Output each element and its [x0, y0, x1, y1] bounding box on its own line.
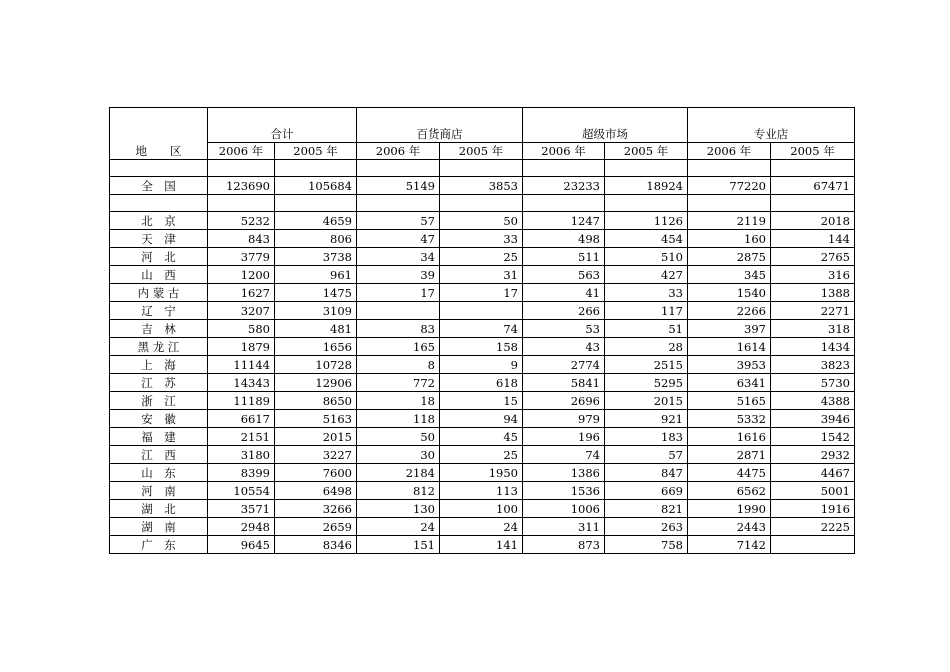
value-cell: 806	[275, 230, 357, 248]
value-cell: 10554	[208, 482, 275, 500]
value-cell: 5163	[275, 410, 357, 428]
value-cell: 5841	[523, 374, 605, 392]
value-cell: 1542	[771, 428, 855, 446]
value-cell: 3779	[208, 248, 275, 266]
value-cell: 6498	[275, 482, 357, 500]
value-cell: 6341	[688, 374, 771, 392]
empty-cell	[523, 160, 605, 177]
value-cell: 43	[523, 338, 605, 356]
value-cell: 141	[440, 536, 523, 554]
value-cell: 53	[523, 320, 605, 338]
table-row	[110, 230, 855, 248]
region-name: 福 建	[110, 428, 208, 446]
value-cell: 23233	[523, 177, 605, 195]
region-name: 湖 北	[110, 500, 208, 518]
value-cell: 130	[357, 500, 440, 518]
value-cell: 51	[605, 320, 688, 338]
region-name: 天 津	[110, 230, 208, 248]
value-cell: 3738	[275, 248, 357, 266]
value-cell: 8399	[208, 464, 275, 482]
value-cell: 961	[275, 266, 357, 284]
group-header-department-store: 百货商店	[357, 108, 523, 143]
empty-cell	[110, 195, 208, 212]
value-cell: 151	[357, 536, 440, 554]
value-cell: 427	[605, 266, 688, 284]
value-cell: 1388	[771, 284, 855, 302]
value-cell: 17	[440, 284, 523, 302]
value-cell	[771, 536, 855, 554]
value-cell: 77220	[688, 177, 771, 195]
value-cell: 196	[523, 428, 605, 446]
value-cell: 57	[605, 446, 688, 464]
table-row	[110, 482, 855, 500]
value-cell: 18924	[605, 177, 688, 195]
empty-cell	[110, 160, 208, 177]
value-cell: 1656	[275, 338, 357, 356]
value-cell: 1386	[523, 464, 605, 482]
region-name: 黑 龙 江	[110, 338, 208, 356]
value-cell: 1200	[208, 266, 275, 284]
table-row	[110, 302, 855, 320]
value-cell: 2765	[771, 248, 855, 266]
value-cell: 24	[357, 518, 440, 536]
year-header: 2006 年	[688, 143, 771, 160]
value-cell: 1916	[771, 500, 855, 518]
value-cell: 318	[771, 320, 855, 338]
value-cell: 5295	[605, 374, 688, 392]
group-header-total: 合计	[208, 108, 357, 143]
table-row	[110, 464, 855, 482]
region-name: 江 西	[110, 446, 208, 464]
value-cell: 263	[605, 518, 688, 536]
table-row	[110, 410, 855, 428]
value-cell: 4467	[771, 464, 855, 482]
value-cell: 8346	[275, 536, 357, 554]
empty-cell	[605, 195, 688, 212]
table-row	[110, 284, 855, 302]
value-cell: 50	[357, 428, 440, 446]
region-name: 广 东	[110, 536, 208, 554]
value-cell: 160	[688, 230, 771, 248]
value-cell: 2774	[523, 356, 605, 374]
value-cell: 30	[357, 446, 440, 464]
empty-cell	[208, 195, 275, 212]
empty-cell	[605, 160, 688, 177]
empty-cell	[688, 195, 771, 212]
value-cell: 7600	[275, 464, 357, 482]
value-cell: 34	[357, 248, 440, 266]
table-row	[110, 212, 855, 230]
value-cell: 3227	[275, 446, 357, 464]
value-cell: 12906	[275, 374, 357, 392]
value-cell: 158	[440, 338, 523, 356]
value-cell: 563	[523, 266, 605, 284]
value-cell: 812	[357, 482, 440, 500]
empty-cell	[208, 160, 275, 177]
value-cell: 113	[440, 482, 523, 500]
region-name: 山 东	[110, 464, 208, 482]
value-cell: 6617	[208, 410, 275, 428]
empty-cell	[771, 160, 855, 177]
value-cell: 28	[605, 338, 688, 356]
year-header: 2006 年	[357, 143, 440, 160]
value-cell: 67471	[771, 177, 855, 195]
value-cell: 2515	[605, 356, 688, 374]
region-name: 吉 林	[110, 320, 208, 338]
national-total-row	[110, 177, 855, 195]
region-name: 全 国	[110, 177, 208, 195]
value-cell: 511	[523, 248, 605, 266]
value-cell: 7142	[688, 536, 771, 554]
value-cell: 47	[357, 230, 440, 248]
value-cell: 5730	[771, 374, 855, 392]
region-name: 内 蒙 古	[110, 284, 208, 302]
value-cell: 618	[440, 374, 523, 392]
empty-cell	[275, 160, 357, 177]
spacer-row	[110, 160, 855, 177]
value-cell: 2443	[688, 518, 771, 536]
empty-cell	[357, 160, 440, 177]
empty-cell	[523, 195, 605, 212]
group-header-specialty-store: 专业店	[688, 108, 855, 143]
value-cell: 11189	[208, 392, 275, 410]
table-row	[110, 392, 855, 410]
value-cell: 2225	[771, 518, 855, 536]
value-cell: 311	[523, 518, 605, 536]
value-cell: 772	[357, 374, 440, 392]
value-cell: 345	[688, 266, 771, 284]
region-name: 湖 南	[110, 518, 208, 536]
table-row	[110, 446, 855, 464]
region-name: 安 徽	[110, 410, 208, 428]
value-cell: 4659	[275, 212, 357, 230]
statistics-sheet	[109, 107, 854, 561]
value-cell: 39	[357, 266, 440, 284]
value-cell: 3266	[275, 500, 357, 518]
value-cell: 5232	[208, 212, 275, 230]
value-cell: 33	[440, 230, 523, 248]
value-cell: 2659	[275, 518, 357, 536]
region-name: 河 北	[110, 248, 208, 266]
region-name: 辽 宁	[110, 302, 208, 320]
value-cell: 3180	[208, 446, 275, 464]
value-cell	[357, 302, 440, 320]
value-cell: 821	[605, 500, 688, 518]
table-row	[110, 536, 855, 554]
table-row	[110, 320, 855, 338]
value-cell: 105684	[275, 177, 357, 195]
value-cell: 8650	[275, 392, 357, 410]
value-cell: 118	[357, 410, 440, 428]
empty-cell	[275, 195, 357, 212]
value-cell: 1126	[605, 212, 688, 230]
value-cell: 1990	[688, 500, 771, 518]
value-cell: 3823	[771, 356, 855, 374]
empty-cell	[440, 160, 523, 177]
value-cell: 183	[605, 428, 688, 446]
value-cell: 3109	[275, 302, 357, 320]
value-cell: 1475	[275, 284, 357, 302]
value-cell: 25	[440, 248, 523, 266]
value-cell: 25	[440, 446, 523, 464]
value-cell: 2015	[605, 392, 688, 410]
value-cell: 4475	[688, 464, 771, 482]
value-cell: 2184	[357, 464, 440, 482]
value-cell: 3946	[771, 410, 855, 428]
table-row	[110, 356, 855, 374]
empty-cell	[357, 195, 440, 212]
value-cell: 481	[275, 320, 357, 338]
value-cell: 2696	[523, 392, 605, 410]
value-cell: 165	[357, 338, 440, 356]
value-cell: 31	[440, 266, 523, 284]
value-cell: 3953	[688, 356, 771, 374]
value-cell: 5149	[357, 177, 440, 195]
region-name: 上 海	[110, 356, 208, 374]
spacer-row	[110, 195, 855, 212]
value-cell	[440, 302, 523, 320]
value-cell: 510	[605, 248, 688, 266]
value-cell: 2018	[771, 212, 855, 230]
region-name: 河 南	[110, 482, 208, 500]
value-cell: 2871	[688, 446, 771, 464]
empty-cell	[440, 195, 523, 212]
value-cell: 144	[771, 230, 855, 248]
value-cell: 5165	[688, 392, 771, 410]
value-cell: 10728	[275, 356, 357, 374]
table-row	[110, 518, 855, 536]
value-cell: 100	[440, 500, 523, 518]
region-name: 山 西	[110, 266, 208, 284]
value-cell: 2266	[688, 302, 771, 320]
table-row	[110, 428, 855, 446]
year-header: 2005 年	[275, 143, 357, 160]
value-cell: 11144	[208, 356, 275, 374]
value-cell: 921	[605, 410, 688, 428]
value-cell: 94	[440, 410, 523, 428]
value-cell: 873	[523, 536, 605, 554]
value-cell: 117	[605, 302, 688, 320]
year-header: 2006 年	[208, 143, 275, 160]
table-row	[110, 374, 855, 392]
value-cell: 74	[440, 320, 523, 338]
value-cell: 669	[605, 482, 688, 500]
value-cell: 2015	[275, 428, 357, 446]
region-name: 江 苏	[110, 374, 208, 392]
region-name: 北 京	[110, 212, 208, 230]
value-cell: 498	[523, 230, 605, 248]
value-cell: 1627	[208, 284, 275, 302]
value-cell: 5001	[771, 482, 855, 500]
value-cell: 266	[523, 302, 605, 320]
value-cell: 2932	[771, 446, 855, 464]
value-cell: 9645	[208, 536, 275, 554]
year-header: 2005 年	[605, 143, 688, 160]
value-cell: 24	[440, 518, 523, 536]
value-cell: 9	[440, 356, 523, 374]
table-row	[110, 266, 855, 284]
value-cell: 2271	[771, 302, 855, 320]
value-cell: 2875	[688, 248, 771, 266]
value-cell: 1434	[771, 338, 855, 356]
value-cell: 57	[357, 212, 440, 230]
value-cell: 5332	[688, 410, 771, 428]
value-cell: 1006	[523, 500, 605, 518]
value-cell: 847	[605, 464, 688, 482]
header-row-groups	[110, 108, 855, 143]
value-cell: 1950	[440, 464, 523, 482]
value-cell: 83	[357, 320, 440, 338]
value-cell: 454	[605, 230, 688, 248]
table-body	[110, 160, 855, 554]
empty-cell	[688, 160, 771, 177]
value-cell: 50	[440, 212, 523, 230]
value-cell: 18	[357, 392, 440, 410]
value-cell: 74	[523, 446, 605, 464]
year-header: 2005 年	[440, 143, 523, 160]
value-cell: 316	[771, 266, 855, 284]
table-row	[110, 248, 855, 266]
value-cell: 1616	[688, 428, 771, 446]
empty-cell	[771, 195, 855, 212]
value-cell: 1536	[523, 482, 605, 500]
value-cell: 2119	[688, 212, 771, 230]
region-name: 浙 江	[110, 392, 208, 410]
value-cell: 6562	[688, 482, 771, 500]
value-cell: 1540	[688, 284, 771, 302]
table-header	[110, 108, 855, 160]
region-column-header: 地 区	[110, 108, 208, 160]
value-cell: 843	[208, 230, 275, 248]
value-cell: 2948	[208, 518, 275, 536]
value-cell: 14343	[208, 374, 275, 392]
value-cell: 17	[357, 284, 440, 302]
region-retail-table	[109, 107, 855, 554]
value-cell: 3207	[208, 302, 275, 320]
value-cell: 3571	[208, 500, 275, 518]
value-cell: 15	[440, 392, 523, 410]
value-cell: 580	[208, 320, 275, 338]
value-cell: 41	[523, 284, 605, 302]
value-cell: 33	[605, 284, 688, 302]
year-header: 2005 年	[771, 143, 855, 160]
value-cell: 1614	[688, 338, 771, 356]
year-header: 2006 年	[523, 143, 605, 160]
value-cell: 1247	[523, 212, 605, 230]
header-row-years	[110, 143, 855, 160]
value-cell: 2151	[208, 428, 275, 446]
value-cell: 45	[440, 428, 523, 446]
value-cell: 979	[523, 410, 605, 428]
value-cell: 3853	[440, 177, 523, 195]
table-row	[110, 500, 855, 518]
value-cell: 758	[605, 536, 688, 554]
value-cell: 4388	[771, 392, 855, 410]
group-header-supermarket: 超级市场	[523, 108, 688, 143]
table-row	[110, 338, 855, 356]
value-cell: 8	[357, 356, 440, 374]
value-cell: 123690	[208, 177, 275, 195]
value-cell: 397	[688, 320, 771, 338]
value-cell: 1879	[208, 338, 275, 356]
